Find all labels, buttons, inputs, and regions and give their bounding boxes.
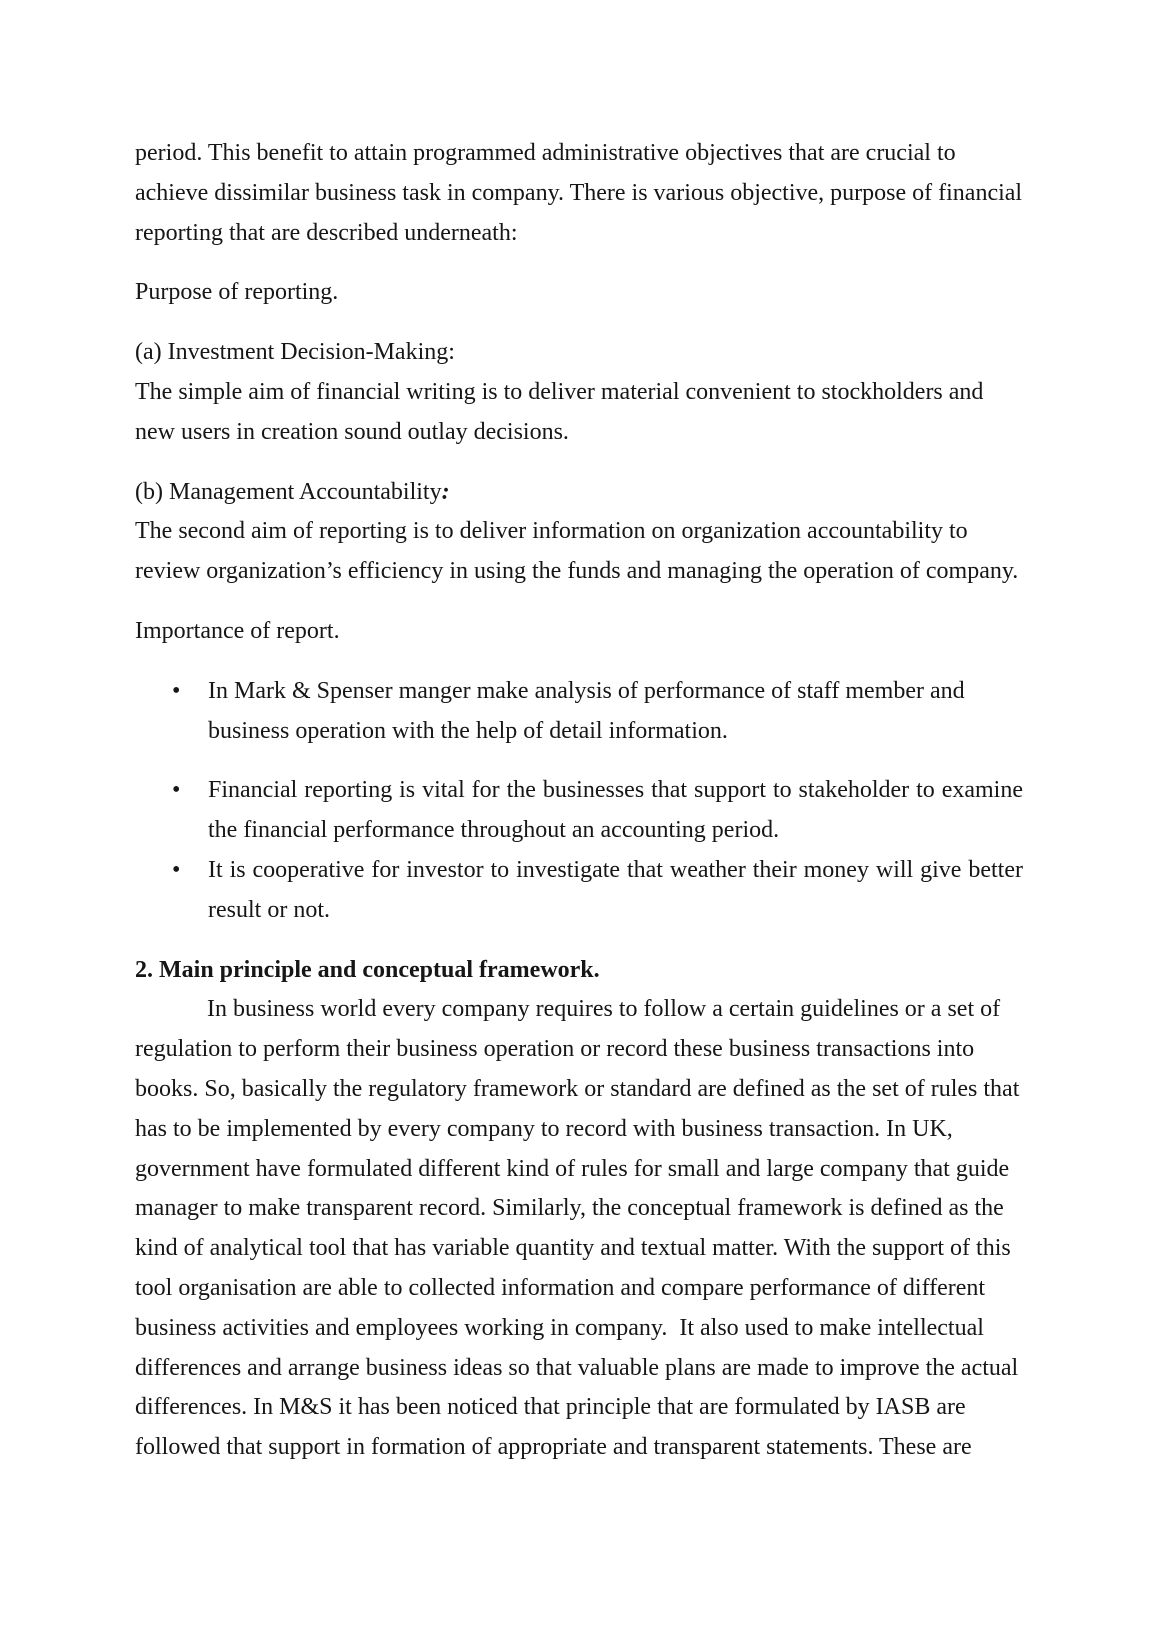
item-b-title: (b) Management Accountability (135, 478, 442, 505)
bullet-item-stakeholder: • Financial reporting is vital for the businesses that support to stakeholder to examine the financial performance throughout an accounting period. (208, 771, 1023, 851)
subheading-purpose-of-reporting: Purpose of reporting. (135, 279, 339, 306)
importance-bullet-list (135, 672, 1023, 931)
subheading-importance-of-report: Importance of report. (135, 617, 340, 644)
paragraph-item-b (135, 473, 1023, 592)
item-a-body: The simple aim of financial writing is to deliver material convenient to stockholders and new users in creation sound outlay decisions. (135, 378, 984, 445)
item-b-body: The second aim of reporting is to deliver information on organization accountability to review organization’s efficiency in using the funds and managing the operation of company. (135, 518, 1019, 585)
item-a-title: (a) Investment Decision-Making: (135, 339, 455, 366)
section-2-paragraph: In business world every company requires to follow a certain guidelines or a set of regulation to perform their business operation or record these business transactions into books. So, basically the regulatory framework or standard are defined as the set of rules that has to be implemented by every company to record with business transaction. In UK, government have formulated different kind of rules for small and large company that guide manager to make transparent record. Similarly, the conceptual framework is defined as the kind of analytical tool that has variable quantity and textual matter. With the support of this tool organisation are able to collected information and compare performance of different business activities and employees working in company. It also used to make intellectual differences and arrange business ideas so that valuable plans are made to improve the actual differences. In M&S it has been noticed that principle that are formulated by IASB are followed that support in formation of appropriate and transparent statements. These are (135, 996, 1026, 1461)
paragraph-item-a (135, 333, 1023, 452)
bullet-item-investor: • It is cooperative for investor to investigate that weather their money will give better result or not. (208, 851, 1023, 931)
item-b-colon: : (441, 478, 450, 505)
section-2-heading: 2. Main principle and conceptual framework. (135, 956, 600, 983)
paragraph-intro: period. This benefit to attain programmed administrative objectives that are crucial to achieve dissimilar business task in company. There is various objective, purpose of financial reporting that are described underneath: (135, 140, 1023, 246)
bullet-item-analysis: • In Mark & Spenser manger make analysis of performance of staff member and business operation with the help of detail information. (208, 672, 1023, 752)
